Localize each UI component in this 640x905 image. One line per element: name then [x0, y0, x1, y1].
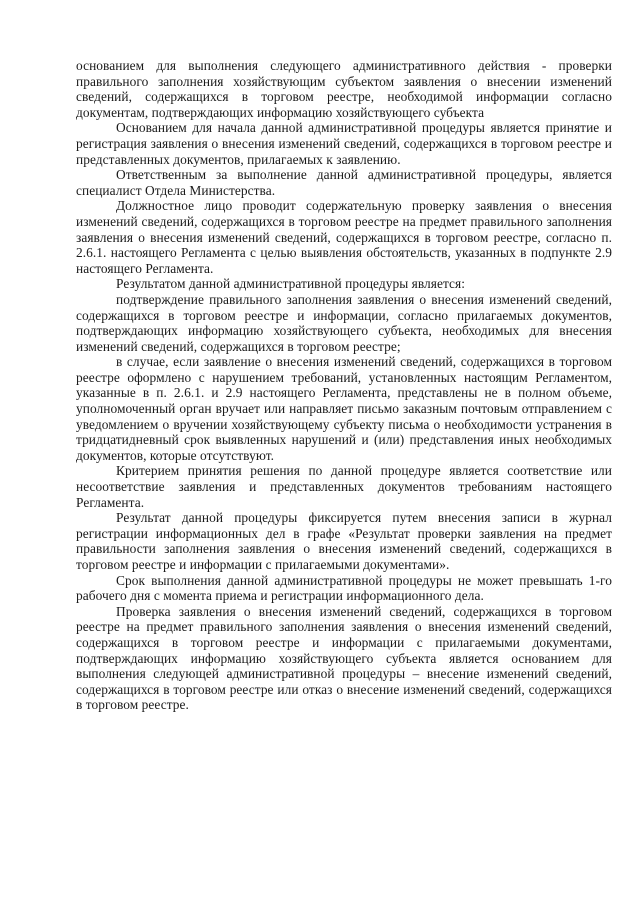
paragraph-4: Должностное лицо проводит содержательную проверку заявления о внесения изменений сведений, содержащихся в торговом реестре на предмет правильного заполнения заявления о внесения изменений сведений, содержащихся в торговом реестре, согласно п. 2.6.1. настоящего Регламента с целью выявления обстоятельств, указанных в подпункте 2.9 настоящего Регламента. [76, 198, 612, 276]
paragraph-11: Проверка заявления о внесения изменений сведений, содержащихся в торговом реестре на предмет правильного заполнения заявления о внесения изменений сведений, содержащихся в торговом реестре и информации с прилагаемыми документами, подтверждающих информацию хозяйствующего субъекта является основанием для выполнения следующей административной процедуры – внесение изменений сведений, содержащихся в торговом реестре или отказ о внесение изменений сведений, содержащихся в торговом реестре. [76, 603, 612, 713]
paragraph-2: Основанием для начала данной административной процедуры является принятие и регистрация заявления о внесения изменений сведений, содержащихся в торговом реестре и представленных документов, прилагаемых к заявлению. [76, 120, 612, 167]
paragraph-5: Результатом данной административной процедуры является: [116, 276, 466, 292]
paragraph-3: Ответственным за выполнение данной административной процедуры, является специалист Отдела Министерства. [76, 167, 612, 198]
paragraph-9: Результат данной процедуры фиксируется путем внесения записи в журнал регистрации информационных дел в графе «Результат проверки заявления на предмет правильности заполнения заявления о внесения изменений сведений, содержащихся в торговом реестре и информации с прилагаемыми документами». [76, 510, 612, 572]
paragraph-10: Срок выполнения данной административной процедуры не может превышать 1-го рабочего дня с момента приема и регистрации информационного дела. [76, 572, 612, 604]
paragraph-1: основанием для выполнения следующего административного действия - проверки правильного заполнения хозяйствующим субъектом заявления о внесении изменений сведений, содержащихся в торговом реестре, необходимой информации согласно документам, подтверждающих информацию хозяйствующего субъекта [76, 58, 612, 120]
paragraph-7: в случае, если заявление о внесения изменений сведений, содержащихся в торговом реестре оформлено с нарушением требований, установленных настоящим Регламентом, указанные в п. 2.6.1. и 2.9 настоящего Регламента, представлены не в полном объеме, уполномоченный орган вручает или направляет письмо заказным почтовым отправлением с уведомлением о вручении хозяйствующему субъекту письма о необходимости устранения в тридцатидневный срок выявленных нарушений и (или) представления иных необходимых документов, которые отсутствуют. [76, 354, 612, 463]
paragraph-8: Критерием принятия решения по данной процедуре является соответствие или несоответствие заявления и представленных документов требованиям настоящего Регламента. [76, 463, 612, 510]
document-page [76, 58, 612, 713]
paragraph-6: подтверждение правильного заполнения заявления о внесения изменений сведений, содержащихся в торговом реестре и информации, согласно прилагаемых документов, подтверждающих информацию хозяйствующего субъекта, необходимых для внесения изменений сведений, содержащихся в торговом реестре; [76, 291, 612, 354]
